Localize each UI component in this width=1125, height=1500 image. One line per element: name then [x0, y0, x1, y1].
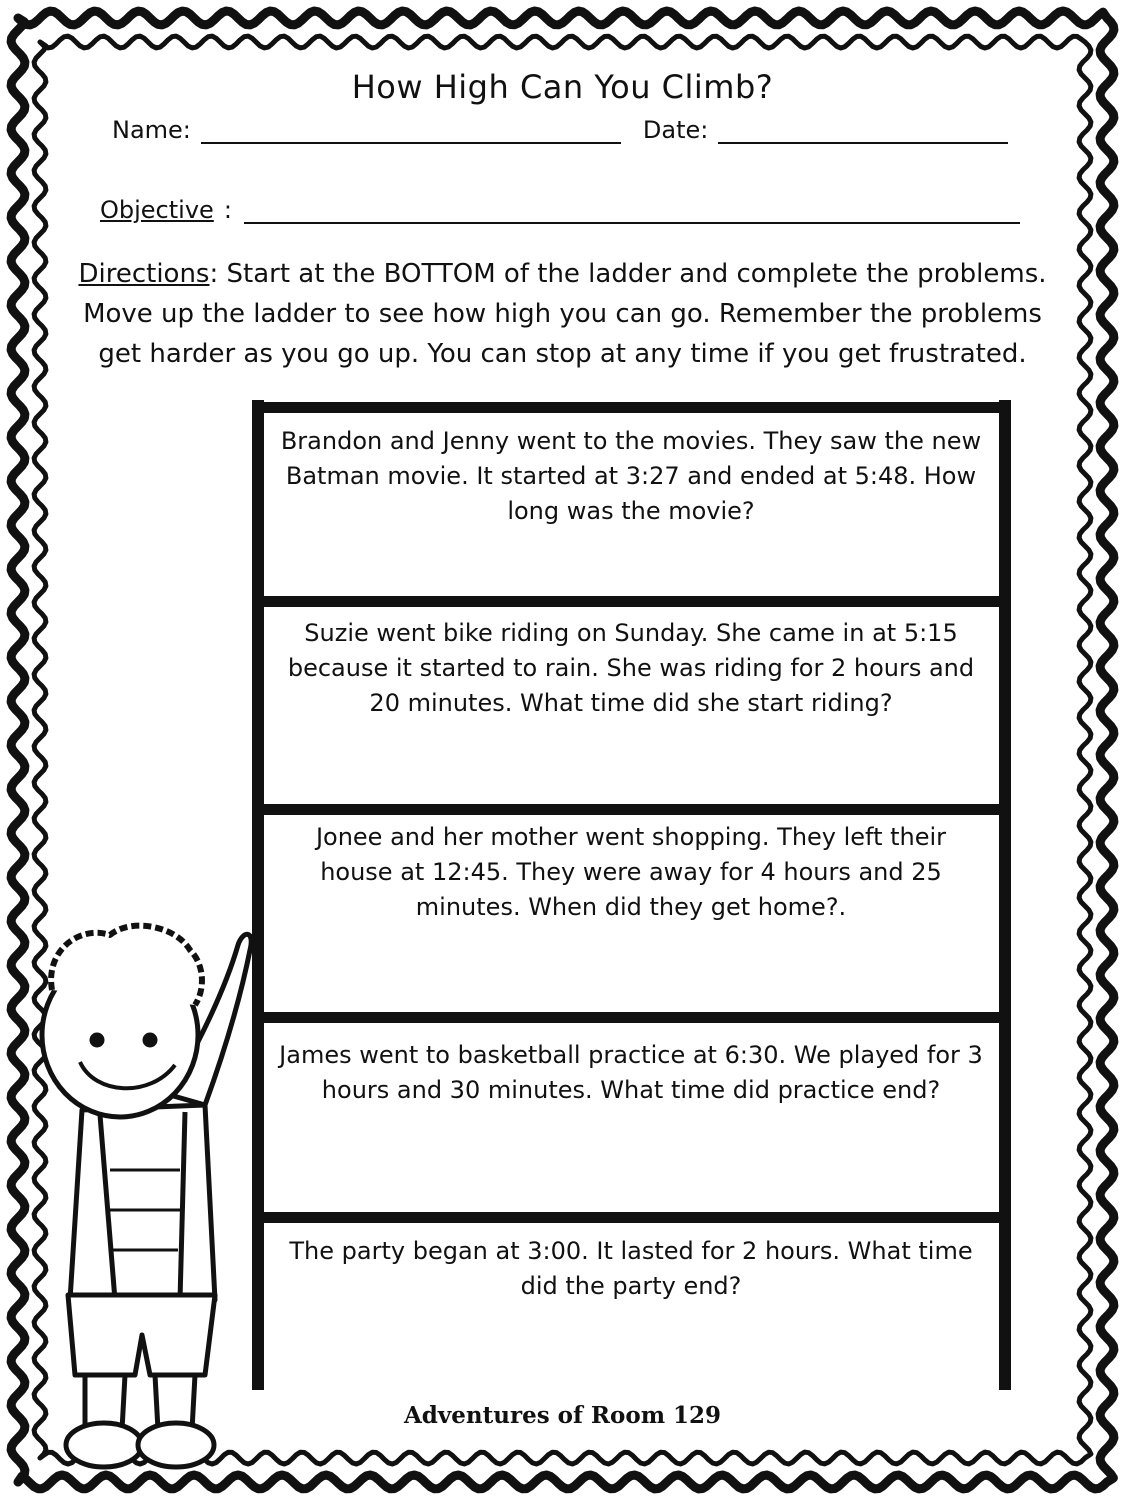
ladder-rung: [256, 1012, 1008, 1023]
ladder-problem-2: Suzie went bike riding on Sunday. She came in at 5:15 because it started to rain. She was riding for 2 hours and 20 minutes. What time did she start riding?: [287, 619, 975, 717]
ladder-rail-left: [252, 400, 264, 1390]
objective-label: Objective: [100, 196, 214, 224]
ladder: [246, 400, 1021, 1395]
ladder-rung: [256, 804, 1008, 815]
directions-label: Directions: [78, 259, 210, 289]
objective-blank: [244, 200, 1020, 224]
name-label: Name:: [112, 116, 191, 144]
objective-row: [100, 196, 1020, 224]
footer-credit: Adventures of Room 129: [403, 1402, 722, 1429]
ladder-problem-4: James went to basketball practice at 6:30. We played for 3 hours and 30 minutes. What time did practice end?: [279, 1041, 983, 1104]
directions: [70, 254, 1055, 374]
directions-text: : Start at the BOTTOM of the ladder and complete the problems. Move up the ladder to see how high you can go. Remember the problems get harder as you go up. You can stop at any time if you get frustrated.: [83, 259, 1047, 369]
ladder-problem-5: The party began at 3:00. It lasted for 2 hours. What time did the party end?: [289, 1237, 973, 1300]
ladder-problem-1: Brandon and Jenny went to the movies. They saw the new Batman movie. It started at 3:27 and ended at 5:48. How long was the movie?: [280, 427, 982, 525]
ladder-rail-right: [999, 400, 1011, 1390]
date-blank: [718, 120, 1008, 144]
ladder-rung: [256, 402, 1008, 413]
ladder-rung: [256, 596, 1008, 607]
ladder-problem-3: Jonee and her mother went shopping. They left their house at 12:45. They were away for 4 hours and 25 minutes. When did they get home?.: [315, 823, 947, 921]
objective-colon: :: [223, 196, 232, 224]
name-blank: [201, 120, 621, 144]
ladder-rung: [256, 1212, 1008, 1223]
date-label: Date:: [642, 116, 709, 144]
name-date-row: [112, 116, 1012, 144]
boy-clipart: [42, 926, 251, 1467]
worksheet-title: How High Can You Climb?: [351, 68, 774, 106]
